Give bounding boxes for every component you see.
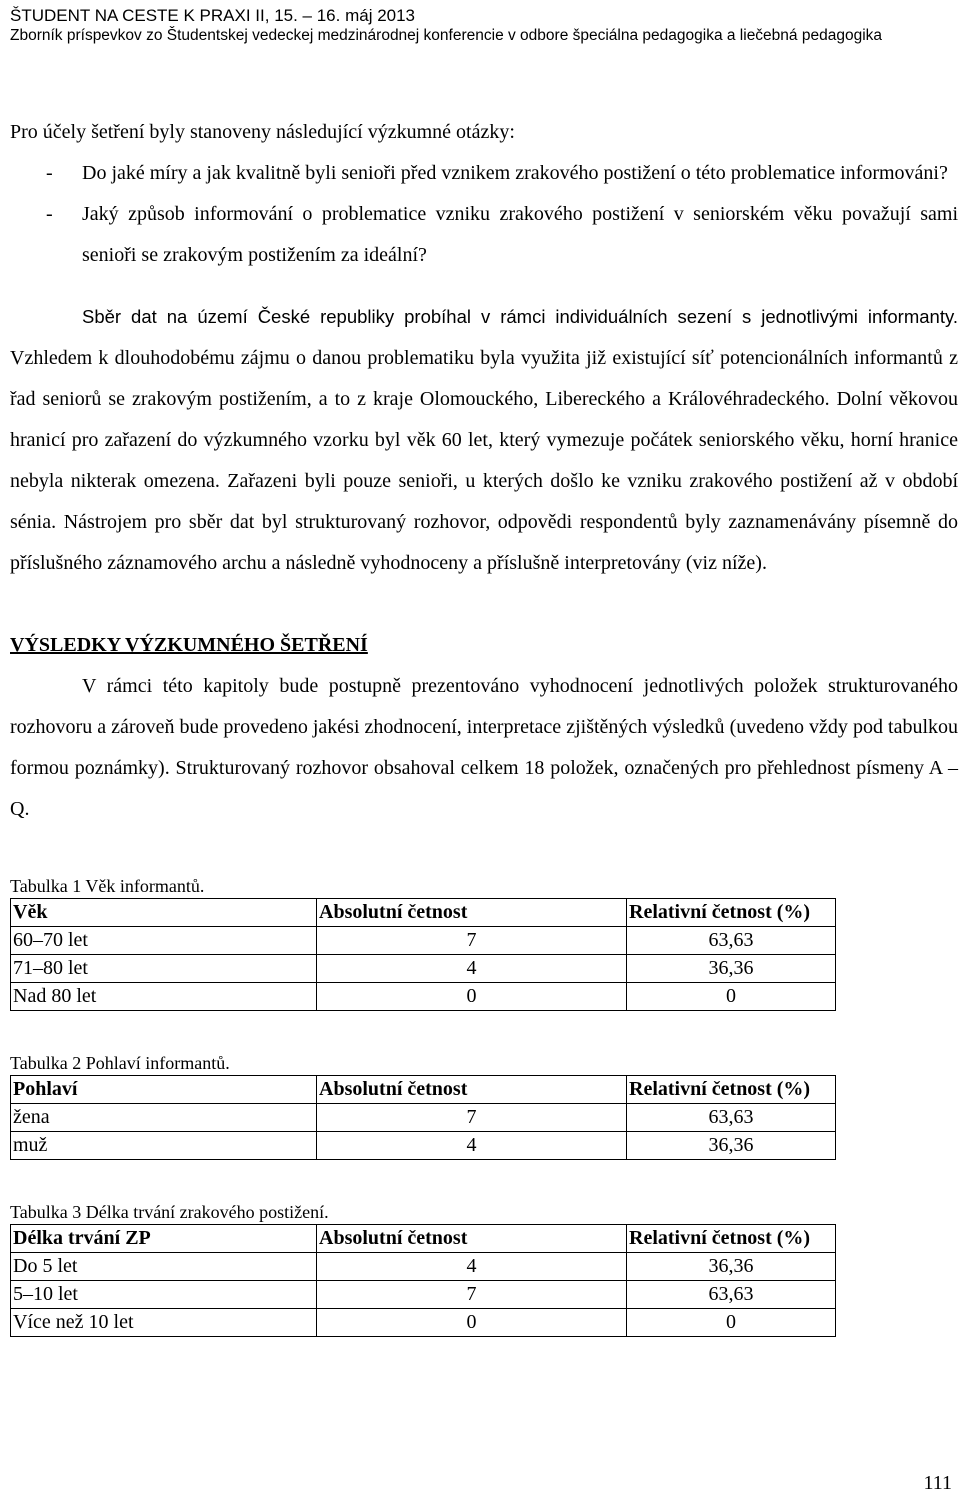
table-cell: 0 (627, 983, 836, 1011)
methods-sentence-1: Sběr dat na území České republiky probíhal v rámci individuálních sezení s jednotlivými informanty. (82, 306, 958, 327)
table-3-caption: Tabulka 3 Délka trvání zrakového postižení. (10, 1202, 329, 1222)
table-cell: 7 (317, 1104, 627, 1132)
page-number: 111 (923, 1472, 952, 1494)
table-row (11, 1309, 836, 1337)
results-sentence-1: V rámci této kapitoly bude postupně prezentováno vyhodnocení jednotlivých položek strukturovaného rozhovoru a zároveň bude provedeno jakési zhodnocení, interpretace zjištěných výsledků (uvedeno vždy pod tabulkou formou poznámky). (10, 675, 958, 779)
table-header-row (11, 899, 836, 927)
table-cell: 7 (317, 1281, 627, 1309)
table-2-gender (10, 1075, 836, 1160)
table-cell: 4 (317, 955, 627, 983)
question-text: Jaký způsob informování o problematice vzniku zrakového postižení v seniorském věku považují sami senioři se zrakovým postižením za ideální? (82, 203, 958, 266)
table-cell: 36,36 (627, 955, 836, 983)
header-cell: Absolutní četnost (317, 1225, 627, 1253)
table-3-duration (10, 1224, 836, 1337)
table-cell: 63,63 (627, 1281, 836, 1309)
page-body (10, 112, 958, 1337)
table-cell: 0 (317, 1309, 627, 1337)
table-row (11, 1132, 836, 1160)
table-row (11, 983, 836, 1011)
table-row (11, 1104, 836, 1132)
table-cell: muž (11, 1132, 317, 1160)
header-cell: Pohlaví (11, 1076, 317, 1104)
table-row (11, 927, 836, 955)
table-cell: žena (11, 1104, 317, 1132)
header-cell: Relativní četnost (%) (627, 1225, 836, 1253)
table-header-row (11, 1225, 836, 1253)
table-cell: 4 (317, 1253, 627, 1281)
header-subtitle: Zborník príspevkov zo Študentskej vedeckej medzinárodnej konferencie v odbore špeciálna pedagogika a liečebná pedagogika (10, 27, 883, 44)
table-row (11, 955, 836, 983)
results-paragraph (10, 666, 958, 830)
table-cell: Do 5 let (11, 1253, 317, 1281)
methods-sentence-3: Dolní věkovou hranicí pro zařazení do výzkumného vzorku byl věk 60 let, který vymezuje počátek seniorského věku, horní hranice nebyla nikterak omezena. Zařazeni byli pouze senioři, u kterých došlo ke vzniku zrakového postižení až v období sénia. Nástrojem pro sběr dat byl strukturovaný rozhovor, odpovědi respondentů byly zaznamenávány písemně do příslušného záznamového archu a následně vyhodnoceny a příslušně interpretovány (viz níže). (10, 388, 958, 574)
methods-sentence-2: Vzhledem k dlouhodobému zájmu o danou problematiku byla využita již existující síť potencionálních informantů z řad seniorů se zrakovým postižením, a to z kraje Olomouckého, Libereckého a Královéhradeckého. (10, 347, 958, 410)
header-cell: Věk (11, 899, 317, 927)
table-cell: 36,36 (627, 1253, 836, 1281)
table-cell: Více než 10 let (11, 1309, 317, 1337)
table-header-row (11, 1076, 836, 1104)
header-cell: Absolutní četnost (317, 899, 627, 927)
header-cell: Relativní četnost (%) (627, 1076, 836, 1104)
table-cell: 4 (317, 1132, 627, 1160)
header-cell: Relativní četnost (%) (627, 899, 836, 927)
table-cell: 63,63 (627, 1104, 836, 1132)
question-item (10, 153, 958, 194)
list-dash: - (46, 162, 53, 184)
results-sentence-2: Strukturovaný rozhovor obsahoval celkem 18 položek, označených pro přehlednost písmeny A – Q. (10, 757, 958, 820)
table-1-age (10, 898, 836, 1011)
table-1-caption: Tabulka 1 Věk informantů. (10, 876, 205, 896)
header-title: ŠTUDENT NA CESTE K PRAXI II, 15. – 16. máj 2013 (10, 6, 416, 25)
question-text: Do jaké míry a jak kvalitně byli senioři před vznikem zrakového postižení o této problematice informováni? (82, 162, 948, 184)
methods-paragraph (10, 296, 958, 584)
section-heading: VÝSLEDKY VÝZKUMNÉHO ŠETŘENÍ (10, 634, 368, 656)
header-cell: Absolutní četnost (317, 1076, 627, 1104)
header-cell: Délka trvání ZP (11, 1225, 317, 1253)
list-dash: - (46, 203, 53, 225)
table-cell: Nad 80 let (11, 983, 317, 1011)
research-questions (10, 153, 958, 276)
table-cell: 71–80 let (11, 955, 317, 983)
intro-paragraph: Pro účely šetření byly stanoveny následující výzkumné otázky: (10, 121, 515, 143)
table-cell: 0 (317, 983, 627, 1011)
question-item (10, 194, 958, 276)
table-cell: 7 (317, 927, 627, 955)
table-cell: 63,63 (627, 927, 836, 955)
table-cell: 60–70 let (11, 927, 317, 955)
table-cell: 5–10 let (11, 1281, 317, 1309)
table-cell: 0 (627, 1309, 836, 1337)
running-header (10, 6, 955, 46)
table-row (11, 1253, 836, 1281)
table-cell: 36,36 (627, 1132, 836, 1160)
table-2-caption: Tabulka 2 Pohlaví informantů. (10, 1053, 230, 1073)
table-row (11, 1281, 836, 1309)
